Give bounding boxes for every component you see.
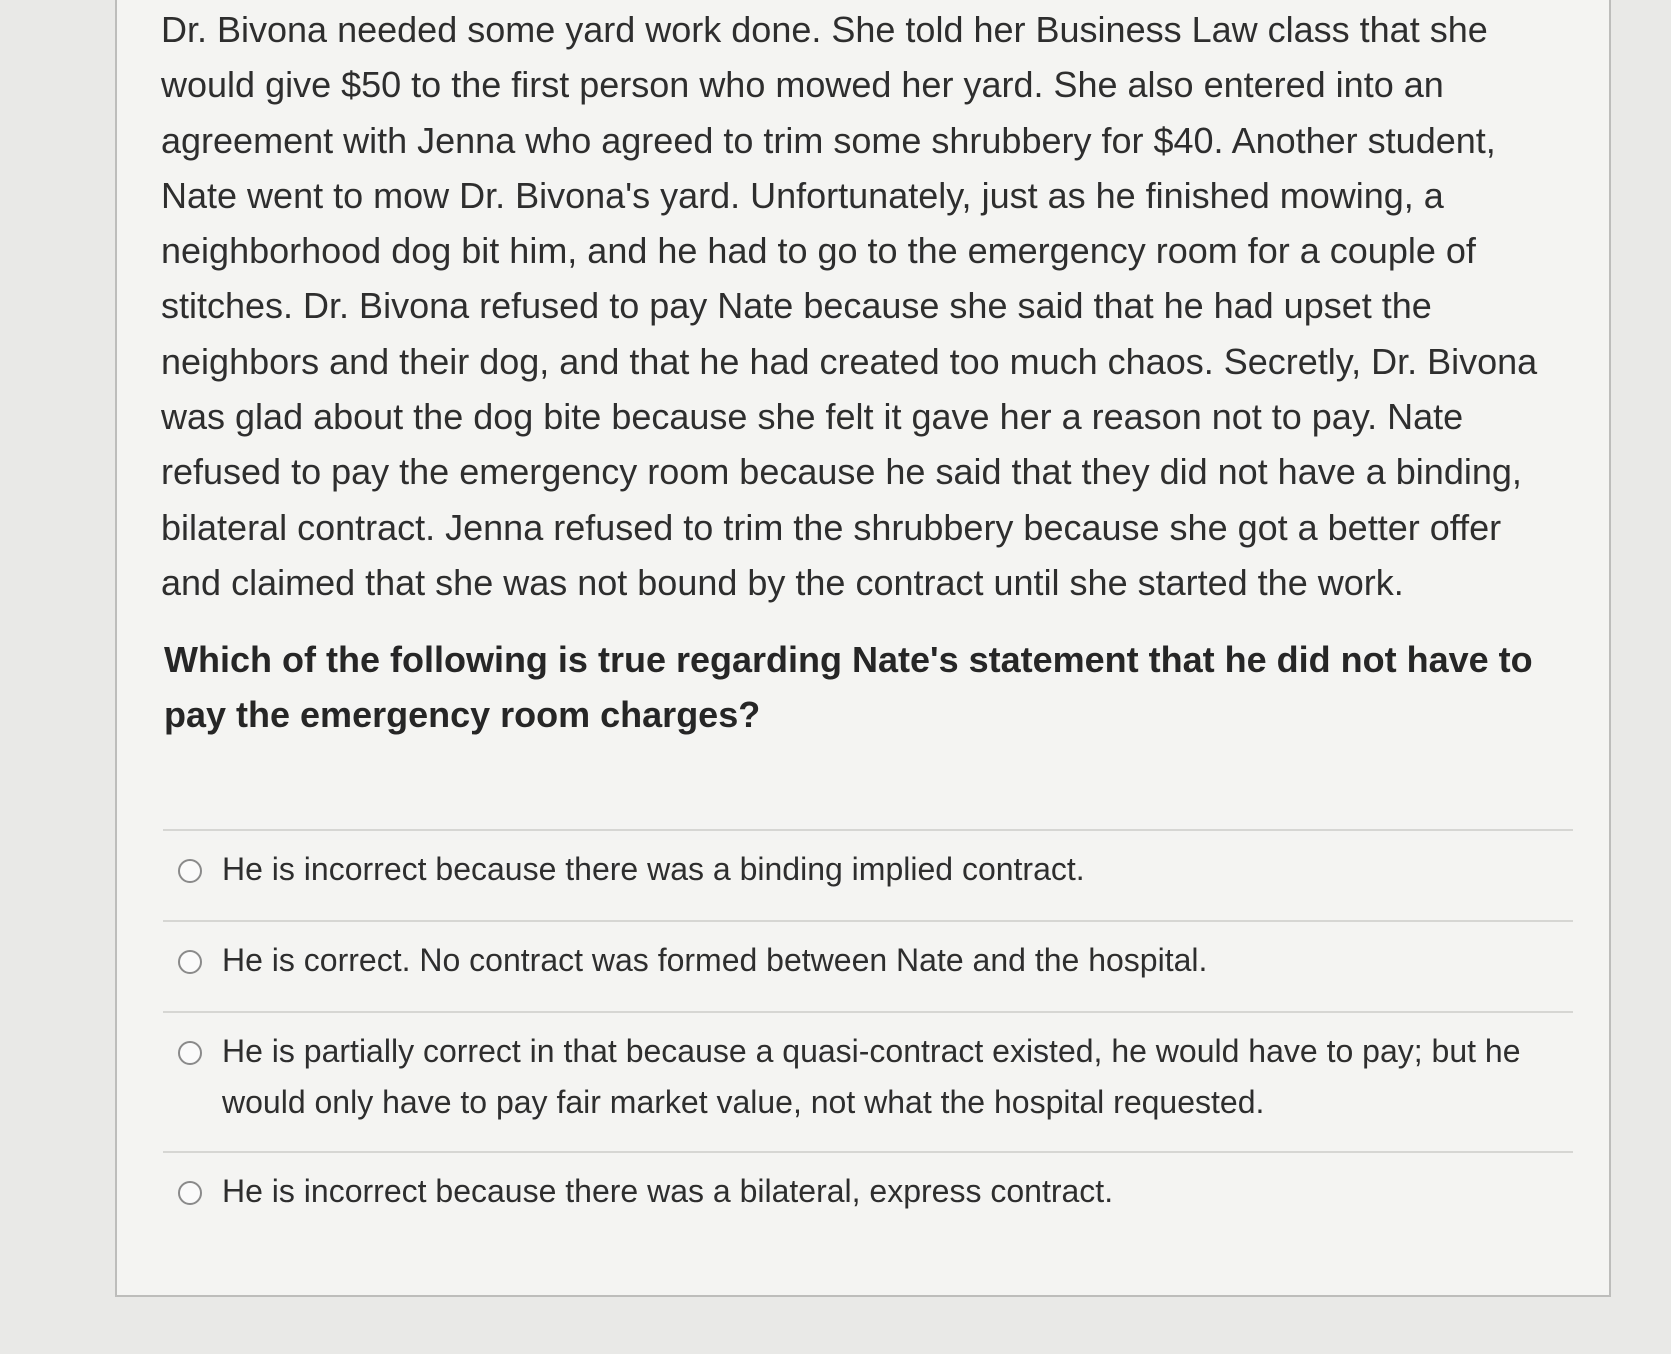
radio-button-icon[interactable] bbox=[178, 859, 202, 883]
answer-option-label[interactable]: He is incorrect because there was a bilateral, express contract. bbox=[222, 1173, 1114, 1209]
answer-option-label[interactable]: He is incorrect because there was a binding implied contract. bbox=[222, 851, 1085, 887]
answer-option-3[interactable] bbox=[163, 1013, 1573, 1151]
question-card bbox=[115, 0, 1611, 1297]
question-scenario: Dr. Bivona needed some yard work done. She told her Business Law class that she would give $50 to the first person who mowed her yard. She also entered into an agreement with Jenna who agreed to trim some shrubbery for $40. Another student, Nate went to mow Dr. Bivona's yard. Unfortunately, just as he finished mowing, a neighborhood dog bit him, and he had to go to the emergency room for a couple of stitches. Dr. Bivona refused to pay Nate because she said that he had upset the neighbors and their dog, and that he had created too much chaos. Secretly, Dr. Bivona was glad about the dog bite because she felt it gave her a reason not to pay. Nate refused to pay the emergency room because he said that they did not have a binding, bilateral contract. Jenna refused to trim the shrubbery because she got a better offer and claimed that she was not bound by the contract until she started the work. bbox=[161, 9, 1538, 603]
radio-button-icon[interactable] bbox=[178, 1041, 202, 1065]
question-prompt: Which of the following is true regarding Nate's statement that he did not have to pay the emergency room charges? bbox=[164, 639, 1533, 735]
answer-option-2[interactable] bbox=[163, 922, 1573, 1011]
radio-button-icon[interactable] bbox=[178, 950, 202, 974]
radio-button-icon[interactable] bbox=[178, 1181, 202, 1205]
answer-option-4[interactable] bbox=[163, 1153, 1573, 1253]
answer-options bbox=[163, 829, 1573, 1253]
answer-option-label[interactable]: He is partially correct in that because a quasi-contract existed, he would have to pay; but he would only have to pay fair market value, not what the hospital requested. bbox=[222, 1033, 1521, 1120]
answer-option-1[interactable] bbox=[163, 831, 1573, 920]
answer-option-label[interactable]: He is correct. No contract was formed between Nate and the hospital. bbox=[222, 942, 1208, 978]
